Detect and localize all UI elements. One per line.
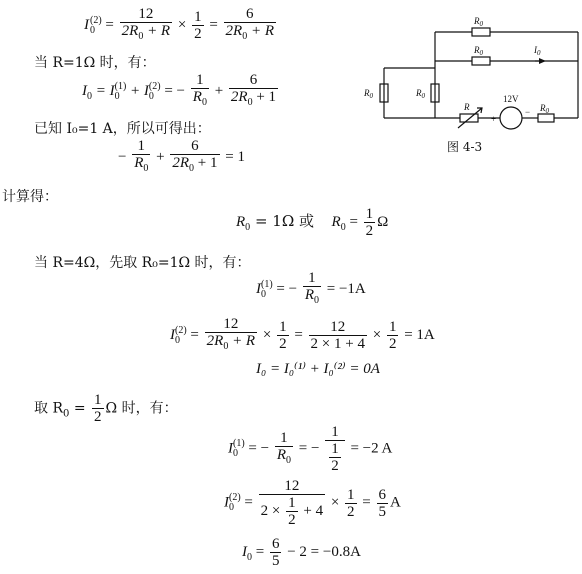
- fraction-den: 5: [271, 553, 280, 569]
- fraction-num: 1: [303, 270, 321, 287]
- fraction-num: 6: [229, 72, 278, 89]
- figure-caption: 图 4-3: [447, 140, 483, 154]
- den-sub: 0: [286, 454, 292, 466]
- den-text: R: [192, 89, 202, 105]
- equation-solve: [118, 138, 245, 177]
- eq-times: ×: [262, 326, 272, 343]
- fraction: [120, 6, 172, 45]
- eq-part: = 1A: [404, 326, 435, 343]
- fraction-num: 6: [378, 486, 387, 503]
- circuit-diagram: [360, 8, 582, 133]
- eq-superscript: (2): [175, 324, 187, 336]
- label-plus: +: [491, 114, 497, 124]
- eq-minus: −: [118, 148, 127, 165]
- fraction: [192, 9, 204, 42]
- den-sub: 0: [189, 163, 195, 174]
- label-i0: $I_0$: [534, 45, 541, 57]
- eq-symbol: R: [236, 213, 246, 230]
- eq-superscript: (1): [114, 80, 127, 92]
- fraction-num: 1: [365, 206, 374, 222]
- text-known-i0: 已知 I₀=1 A，所以可得出：: [34, 121, 211, 137]
- den-sub: 0: [223, 341, 229, 352]
- fraction-num: 1: [347, 486, 355, 503]
- fraction-den: 2: [388, 336, 397, 352]
- label-r0-left: $R_0$: [364, 88, 373, 100]
- resistor-r0-bottom: [538, 114, 554, 122]
- den-sub: 0: [247, 97, 253, 108]
- fraction-num: 12: [205, 316, 257, 333]
- fraction: [303, 270, 321, 309]
- eq-subscript: 0: [229, 502, 234, 513]
- voltage-source: [500, 107, 522, 129]
- equation-i0-final: [242, 536, 361, 569]
- den-text: 2R: [121, 23, 139, 39]
- fraction: [205, 316, 257, 355]
- fraction-den: 2: [194, 26, 202, 42]
- eq-part: = −: [160, 82, 186, 99]
- eq-part: =: [345, 213, 358, 230]
- label-r0-top: $R_0$: [474, 16, 483, 28]
- fraction: [92, 392, 104, 425]
- text-part: Ω 时，有：: [105, 400, 178, 417]
- text-part: =: [69, 400, 86, 417]
- den-part: 2 ×: [260, 502, 281, 519]
- eq-part: Ω: [377, 213, 389, 230]
- text-when-r-4: 当 R=4Ω，先取 R₀=1Ω 时，有：: [34, 255, 251, 271]
- resistor-r0-middle: [472, 57, 490, 65]
- eq-part: = −: [298, 440, 320, 457]
- fraction-num: 6: [271, 536, 280, 552]
- fraction-num: 1: [325, 424, 345, 441]
- fraction-den: 2: [288, 512, 296, 528]
- fraction-den: [205, 333, 257, 355]
- eq-symbol: I: [242, 543, 247, 560]
- fraction: [345, 487, 357, 520]
- den-sub: 0: [201, 97, 207, 108]
- eq-plus: +: [214, 82, 224, 99]
- fraction: [275, 430, 293, 469]
- fraction-num: 12: [120, 6, 172, 23]
- den-tail: + R: [143, 23, 171, 39]
- fraction-den: [229, 89, 278, 111]
- eq-equals: =: [362, 494, 371, 511]
- fraction-den: 5: [378, 503, 387, 520]
- fraction: [224, 6, 276, 45]
- den-text: 2R: [225, 23, 243, 39]
- eq-subscript: 0: [87, 90, 92, 102]
- fraction: [309, 319, 367, 352]
- label-minus: −: [525, 107, 531, 117]
- fraction-den: 2: [365, 223, 374, 239]
- eq-subscript: 0: [247, 551, 252, 563]
- eq-part: = −1A: [326, 280, 366, 297]
- eq-part: =: [252, 543, 265, 560]
- fraction: [325, 424, 345, 474]
- equation-i0-2: [84, 6, 278, 45]
- fraction-den: [325, 441, 345, 474]
- eq-subscript: 0: [261, 288, 266, 300]
- text-when-r-1: 当 R=1Ω 时，有：: [34, 55, 156, 71]
- den-tail: + R: [228, 333, 256, 349]
- den-sub: 0: [138, 31, 144, 42]
- label-r0-center: $R_0$: [416, 88, 425, 100]
- den-text: 2R: [206, 333, 224, 349]
- eq-equals: =: [294, 326, 303, 343]
- eq-part: =: [186, 326, 199, 343]
- eq-superscript: (2): [229, 492, 241, 503]
- eq-symbol: I: [170, 326, 175, 343]
- fraction: [170, 138, 219, 177]
- equation-i0-total: I₀ = I₀⁽¹⁾ + I₀⁽²⁾ = 0A: [256, 361, 380, 377]
- fraction: [277, 319, 289, 352]
- fraction-num: 1: [194, 9, 202, 25]
- fraction-num: 1: [388, 319, 397, 335]
- den-part: + 4: [303, 502, 324, 519]
- eq-subscript: 0: [175, 334, 180, 346]
- fraction-den: [120, 23, 172, 45]
- fraction: [191, 72, 209, 111]
- fraction: [364, 206, 376, 239]
- fraction: [270, 536, 282, 569]
- fraction-den: [275, 447, 293, 469]
- current-arrowhead: [539, 58, 546, 64]
- eq-subscript: 0: [90, 24, 95, 36]
- eq-part: = 1Ω 或: [250, 211, 315, 230]
- equation-i0-sum: [82, 72, 280, 111]
- fraction-num: 1: [132, 138, 150, 155]
- eq-times: ×: [177, 16, 187, 33]
- equation-r0-values: [236, 206, 388, 239]
- fraction-num: 1: [191, 72, 209, 89]
- resistor-r-variable: [460, 114, 478, 122]
- fraction-num: 1: [94, 392, 102, 408]
- fraction-num: 6: [170, 138, 219, 155]
- eq-symbol: I: [224, 494, 229, 511]
- eq-equals: =: [209, 16, 218, 33]
- fraction-num: 12: [309, 319, 367, 336]
- label-r: R: [464, 102, 470, 112]
- eq-subscript: 0: [245, 221, 251, 233]
- fraction-num: 1: [279, 319, 287, 335]
- eq-part: − 2 = −0.8A: [287, 543, 361, 560]
- fraction-den: 2: [331, 458, 339, 474]
- eq-part: = I: [92, 82, 115, 99]
- fraction-den: [224, 23, 276, 45]
- den-text: 2R: [172, 155, 190, 171]
- fraction-num: 1: [288, 495, 296, 511]
- fraction: [387, 319, 399, 352]
- fraction-den: 2 × 1 + 4: [310, 336, 365, 352]
- eq-part: = −: [244, 440, 270, 457]
- den-tail: + 1: [194, 155, 218, 171]
- fraction: [377, 487, 389, 520]
- eq-part: A: [390, 494, 401, 511]
- eq-part: + I: [126, 82, 149, 99]
- fraction-den: [259, 495, 325, 528]
- eq-times: ×: [330, 494, 340, 511]
- fraction: [132, 138, 150, 177]
- resistor-r0-top: [472, 28, 490, 36]
- eq-symbol: I: [228, 440, 233, 457]
- fraction-den: [132, 155, 150, 177]
- den-sub: 0: [143, 163, 149, 174]
- nested-fraction: [286, 495, 298, 528]
- eq-subscript: 0: [148, 90, 154, 102]
- fraction-num: 12: [259, 478, 325, 495]
- den-text: 2R: [230, 89, 248, 105]
- nested-fraction: [329, 441, 341, 474]
- fraction-num: 6: [224, 6, 276, 23]
- text-take-r0-half: [34, 392, 178, 425]
- fraction: [259, 478, 325, 528]
- eq-subscript: 0: [233, 448, 238, 459]
- fraction-den: 2: [347, 503, 355, 520]
- text-part: 取 R: [34, 400, 63, 417]
- den-text: R: [276, 446, 287, 463]
- fraction-den: [170, 155, 219, 177]
- eq-superscript: (2): [90, 14, 102, 26]
- label-r0-middle: $R_0$: [474, 45, 483, 57]
- eq-superscript: (2): [148, 80, 161, 92]
- eq-subscript: 0: [114, 90, 120, 102]
- eq-symbol: R: [331, 213, 341, 230]
- fraction-den: [191, 89, 209, 111]
- text-sub: 0: [63, 408, 70, 420]
- den-text: R: [304, 287, 315, 303]
- fraction-den: 2: [94, 409, 102, 425]
- fraction-den: [303, 287, 321, 309]
- label-r0-bottom: $R_0$: [540, 103, 549, 115]
- label-voltage: 12V: [503, 94, 519, 104]
- den-text: R: [134, 155, 144, 171]
- den-sub: 0: [242, 31, 248, 42]
- eq-plus: +: [156, 148, 165, 165]
- fraction-num: 1: [275, 430, 293, 447]
- equation-i0-1-half: [228, 424, 392, 474]
- eq-part: = −2 A: [350, 440, 393, 457]
- fraction-den: 2: [279, 336, 287, 352]
- equation-i0-2-half: [224, 478, 401, 528]
- den-tail: + R: [247, 23, 275, 39]
- eq-superscript: (1): [261, 278, 273, 290]
- equation-i0-2-value: [170, 316, 435, 355]
- eq-times: ×: [372, 326, 382, 343]
- eq-symbol: I: [84, 16, 89, 33]
- eq-equals: =: [105, 16, 114, 33]
- equation-i0-1: [256, 270, 366, 309]
- eq-subscript: 0: [340, 221, 346, 233]
- den-tail: + 1: [252, 89, 277, 105]
- den-sub: 0: [314, 295, 320, 306]
- eq-superscript: (1): [233, 438, 245, 449]
- eq-part: = −: [272, 280, 298, 297]
- fraction: [229, 72, 278, 111]
- eq-symbol: I: [256, 280, 261, 297]
- eq-rhs: = 1: [225, 148, 245, 165]
- text-compute: 计算得：: [2, 189, 58, 205]
- fraction-num: 1: [331, 441, 339, 457]
- eq-part: =: [240, 494, 253, 511]
- eq-symbol: I: [82, 82, 87, 99]
